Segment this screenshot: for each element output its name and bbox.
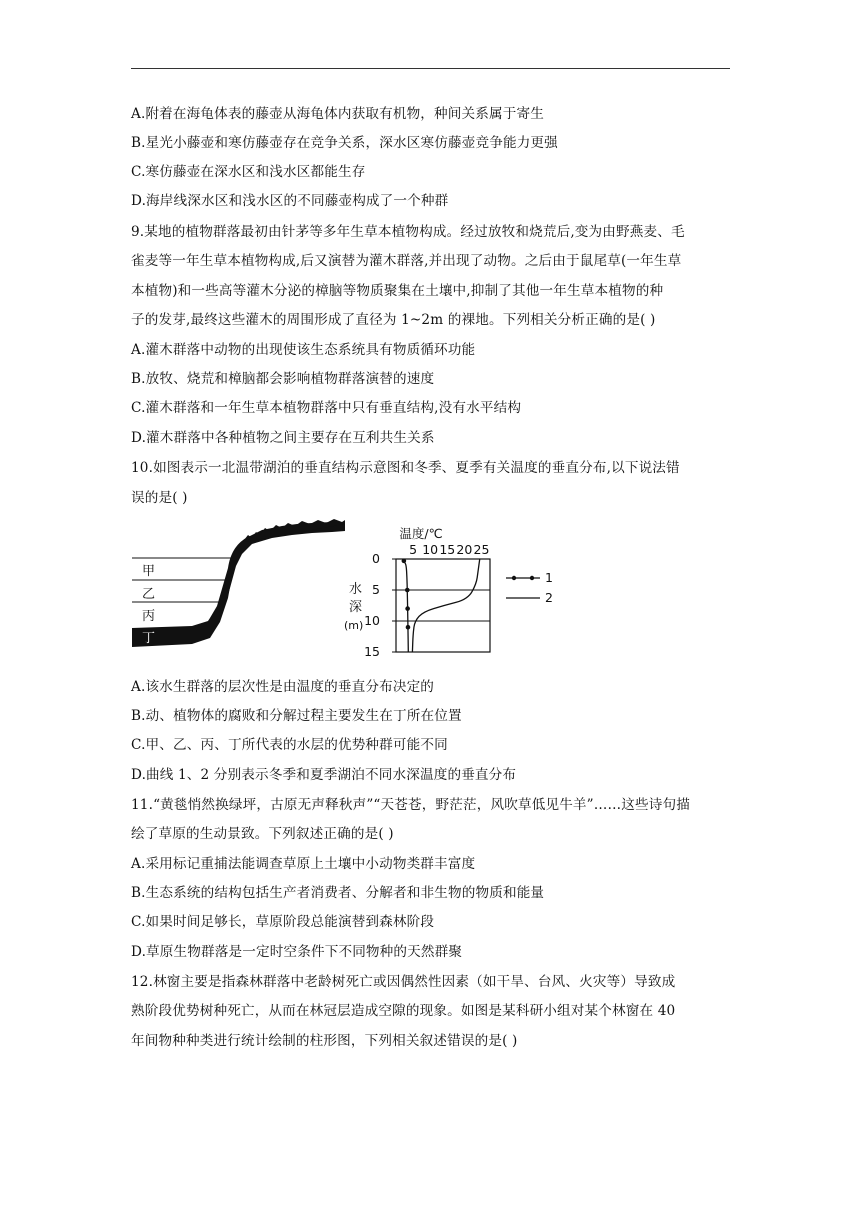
layer-label-jia: 甲: [142, 564, 156, 579]
q10-stem-line-1: 10.如图表示一北温带湖泊的垂直结构示意图和冬季、夏季有关温度的垂直分布,以下说法错: [131, 460, 680, 476]
legend-dot-1a: [512, 576, 516, 580]
temperature-depth-chart: [340, 522, 580, 660]
layer-label-yi: 乙: [142, 587, 156, 602]
q12-stem-line-1: 12.林窗主要是指森林群落中老龄树死亡或因偶然性因素（如干旱、台风、火灾等）导致成: [131, 974, 676, 990]
q11-stem-line-1: 11.“黄毯悄然换绿坪，古原无声释秋声”“天苍苍，野茫茫，风吹草低见牛羊”……这些诗句描: [131, 797, 690, 813]
layer-label-bing: 丙: [142, 609, 156, 624]
depth-label-char-1: 水: [349, 582, 363, 597]
layer-label-ding: 丁: [142, 631, 156, 646]
q11-option-d: D.草原生物群落是一定时空条件下不同物种的天然群聚: [131, 944, 463, 960]
q9-option-b: B.放牧、烧荒和樟脑都会影响植物群落演替的速度: [131, 371, 435, 387]
series-1-point: [405, 588, 410, 593]
series-line-1: [403, 559, 408, 652]
q11-option-c: C.如果时间足够长，草原阶段总能演替到森林阶段: [131, 914, 435, 930]
q8-option-c: C.寒仿藤壶在深水区和浅水区都能生存: [131, 164, 366, 180]
y-tick-label: 15: [364, 644, 380, 659]
x-tick-label: 25: [473, 542, 490, 557]
depth-unit-label: (m): [344, 619, 364, 632]
q12-stem-line-2: 熟阶段优势树种死亡，从而在林冠层造成空隙的现象。如图是某科研小组对某个林窗在 40: [131, 1003, 676, 1019]
legend-label-2: 2: [545, 590, 553, 605]
q9-stem-line-1: 9.某地的植物群落最初由针茅等多年生草本植物构成。经过放牧和烧荒后,变为由野燕麦、毛: [131, 224, 685, 240]
q8-option-b: B.星光小藤壶和寒仿藤壶存在竞争关系，深水区寒仿藤壶竞争能力更强: [131, 135, 558, 151]
q11-stem-line-2: 绘了草原的生动景致。下列叙述正确的是( ): [131, 826, 394, 842]
x-tick-label: 15: [439, 542, 456, 557]
q10-stem-line-2: 误的是( ): [131, 490, 188, 506]
lake-shore-land: [132, 522, 345, 642]
q11-option-a: A.采用标记重捕法能调查草原上土壤中小动物类群丰富度: [131, 856, 476, 872]
q9-option-d: D.灌木群落中各种植物之间主要存在互利共生关系: [131, 430, 435, 446]
q9-stem-line-3: 本植物)和一些高等灌木分泌的樟脑等物质聚集在土壤中,抑制了其他一年生草本植物的种: [131, 283, 664, 299]
legend-label-1: 1: [545, 570, 553, 585]
x-tick-label: 5: [409, 542, 418, 557]
q10-option-c: C.甲、乙、丙、丁所代表的水层的优势种群可能不同: [131, 737, 448, 753]
series-1-point: [405, 606, 410, 611]
lake-structure-diagram: [132, 518, 352, 656]
q10-option-a: A.该水生群落的层次性是由温度的垂直分布决定的: [131, 679, 435, 695]
q8-option-a: A.附着在海龟体表的藤壶从海龟体内获取有机物，种间关系属于寄生: [131, 106, 545, 122]
q12-stem-line-3: 年间物种种类进行统计绘制的柱形图，下列相关叙述错误的是( ): [131, 1033, 518, 1049]
q9-option-c: C.灌木群落和一年生草本植物群落中只有垂直结构,没有水平结构: [131, 400, 522, 416]
q9-option-a: A.灌木群落中动物的出现使该生态系统具有物质循环功能: [131, 342, 476, 358]
q10-option-b: B.动、植物体的腐败和分解过程主要发生在丁所在位置: [131, 708, 462, 724]
x-tick-label: 10: [422, 542, 439, 557]
depth-label-char-2: 深: [349, 600, 363, 615]
y-tick-label: 5: [372, 582, 380, 597]
header-rule: [131, 68, 730, 69]
x-tick-label: 20: [456, 542, 473, 557]
series-line-2: [412, 559, 479, 652]
series-1-point: [402, 559, 407, 564]
q8-option-d: D.海岸线深水区和浅水区的不同藤壶构成了一个种群: [131, 193, 449, 209]
q9-stem-line-2: 雀麦等一年生草本植物构成,后又演替为灌木群落,并出现了动物。之后由于鼠尾草(一年生草: [131, 253, 682, 269]
y-tick-label: 0: [372, 551, 380, 566]
q11-option-b: B.生态系统的结构包括生产者消费者、分解者和非生物的物质和能量: [131, 885, 545, 901]
q9-stem-line-4: 子的发芽,最终这些灌木的周围形成了直径为 1~2m 的裸地。下列相关分析正确的是( ): [131, 312, 656, 328]
q10-option-d: D.曲线 1、2 分别表示冬季和夏季湖泊不同水深温度的垂直分布: [131, 767, 517, 783]
temp-axis-title: 温度/℃: [399, 526, 443, 541]
legend-dot-1b: [530, 576, 534, 580]
y-tick-label: 10: [364, 613, 380, 628]
series-1-point: [406, 625, 411, 630]
